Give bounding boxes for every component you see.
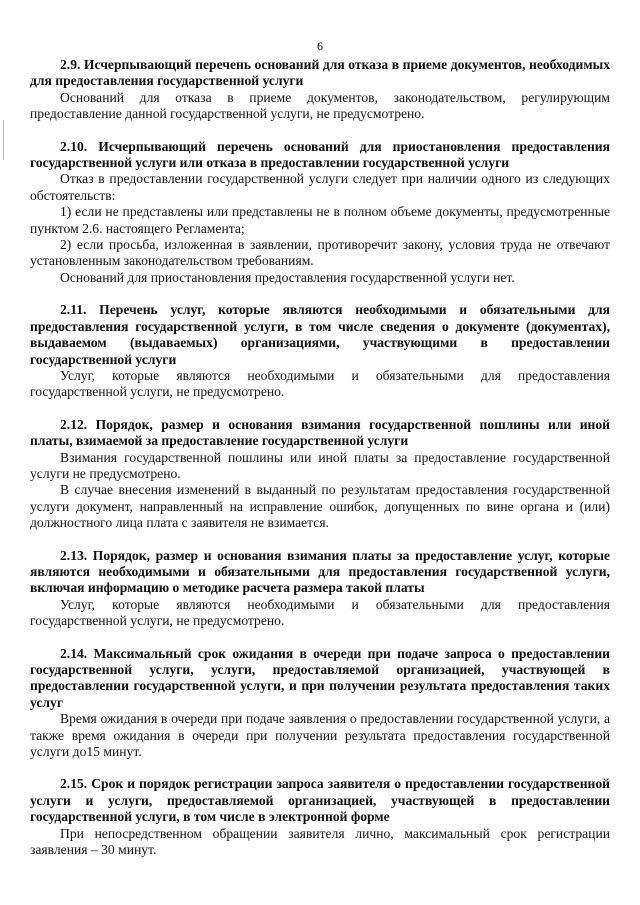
section-paragraph: В случае внесения изменений в выданный по результатам предоставления государственной услуги документ, направленный на исправление ошибок, допущенных по вине органа и (или) должностного лица плата с заявителя не взимается. bbox=[30, 482, 610, 531]
section-paragraph: Время ожидания в очереди при подаче заявления о предоставлении государственной услуги, а также время ожидания в очереди при получении результата предоставления государственной услуги до15 минут. bbox=[30, 711, 610, 760]
section-2-9 bbox=[30, 57, 610, 123]
page-number: 6 bbox=[317, 39, 323, 53]
section-heading: 2.9. Исчерпывающий перечень оснований для отказа в приеме документов, необходимых для предоставления государственной услуги bbox=[30, 57, 610, 89]
section-2-13 bbox=[30, 548, 610, 630]
section-heading: 2.10. Исчерпывающий перечень оснований для приостановления предоставления государственной услуги или отказа в предоставлении государственной услуги bbox=[30, 138, 610, 171]
section-paragraph: Оснований для приостановления предоставления государственной услуги нет. bbox=[60, 269, 515, 285]
section-2-10 bbox=[30, 139, 610, 287]
section-heading: 2.15. Срок и порядок регистрации запроса заявителя о предоставлении государственной услуги и услуги, предоставляемой организацией, участвующей в предоставлении государственной услуги, в том числе в электронной форме bbox=[30, 776, 610, 825]
section-heading: 2.13. Порядок, размер и основания взимания платы за предоставление услуг, которые являются необходимыми и обязательными для предоставления государственной услуги, включая информацию о методике расчета размера такой платы bbox=[30, 547, 610, 596]
section-2-14 bbox=[30, 646, 610, 761]
section-paragraph: 1) если не представлены или представлены не в полном объеме документы, предусмотренные пунктом 2.6. настоящего Регламента; bbox=[30, 204, 610, 236]
section-2-11 bbox=[30, 302, 610, 400]
section-heading: 2.14. Максимальный срок ожидания в очереди при подаче запроса о предоставлении государственной услуги, услуги, предоставляемой организацией, участвующей в предоставлении государственной услуги, и при получении результата предоставления таких услуг bbox=[30, 645, 610, 710]
section-paragraph: Оснований для отказа в приеме документов, законодательством, регулирующим предоставление данной государственной услуги, не предусмотрено. bbox=[30, 89, 610, 122]
section-2-12 bbox=[30, 417, 610, 532]
scan-margin-mark bbox=[3, 120, 4, 160]
section-paragraph: При непосредственном обращении заявителя лично, максимальный срок регистрации заявления – 30 минут. bbox=[30, 825, 610, 858]
section-paragraph: Услуг, которые являются необходимыми и обязательными для предоставления государственной услуги, не предусмотрено. bbox=[30, 596, 610, 629]
section-paragraph: Услуг, которые являются необходимыми и обязательными для предоставления государственной услуги, не предусмотрено. bbox=[30, 367, 610, 400]
section-paragraph: Отказ в предоставлении государственной услуги следует при наличии одного из следующих обстоятельств: bbox=[30, 171, 610, 203]
section-heading: 2.12. Порядок, размер и основания взимания государственной пошлины или иной платы, взимаемой за предоставление государственной услуги bbox=[30, 416, 610, 449]
section-paragraph: Взимания государственной пошлины или иной платы за предоставление государственной услуги не предусмотрено. bbox=[30, 449, 610, 481]
section-2-15 bbox=[30, 776, 610, 858]
section-heading: 2.11. Перечень услуг, которые являются необходимыми и обязательными для предоставления государственной услуги, в том числе сведения о документе (документах), выдаваемом (выдаваемых) организациями, участвующими в предоставлении государственной услуги bbox=[30, 302, 610, 367]
section-paragraph: 2) если просьба, изложенная в заявлении, противоречит закону, условия труда не отвечают установленным законодательством требованиям. bbox=[30, 237, 610, 269]
